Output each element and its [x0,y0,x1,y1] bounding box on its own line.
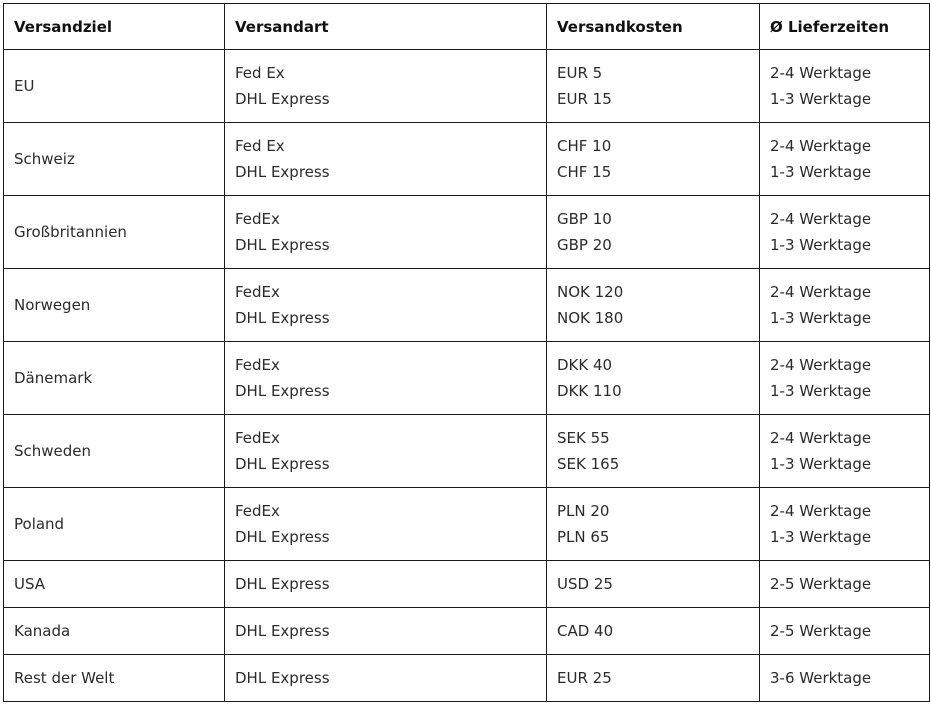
table-row [4,488,930,561]
cell-shipping-cost-line: EUR 5 [557,63,603,82]
table-row [4,123,930,196]
cell-delivery-time-lines [770,425,919,478]
cell-delivery-time-line: 1-3 Werktage [770,236,872,254]
cell-shipping-method-lines [235,665,536,692]
cell-shipping-cost-line: SEK 55 [557,428,610,447]
cell-shipping-cost-line: DKK 40 [557,355,613,374]
cell-delivery-time-lines [770,279,919,332]
cell-delivery-time-line: 2-4 Werktage [770,136,872,155]
cell-shipping-cost-line: PLN 65 [557,528,610,546]
cell-shipping-method-line: DHL Express [235,668,330,687]
cell-delivery-time [760,196,930,269]
table-row [4,415,930,488]
cell-shipping-method-line: FedEx [235,209,280,228]
cell-delivery-time [760,561,930,608]
cell-shipping-cost-lines [557,206,749,259]
cell-shipping-cost-line: GBP 20 [557,236,612,254]
cell-shipping-cost-line: GBP 10 [557,209,612,228]
cell-destination: Schweiz [4,123,225,196]
cell-shipping-method [225,123,547,196]
cell-shipping-method-line: FedEx [235,501,280,520]
cell-destination: Norwegen [4,269,225,342]
cell-delivery-time [760,655,930,702]
table-row [4,196,930,269]
header-shipping-method: Versandart [225,4,547,50]
cell-shipping-method-lines [235,279,536,332]
cell-shipping-method-line: DHL Express [235,528,330,546]
cell-shipping-method-line: DHL Express [235,574,330,593]
cell-shipping-cost [547,561,760,608]
table-row [4,269,930,342]
cell-shipping-method [225,488,547,561]
cell-delivery-time-line: 2-4 Werktage [770,428,872,447]
cell-delivery-time [760,50,930,123]
cell-shipping-cost-lines [557,498,749,551]
cell-delivery-time-line: 2-4 Werktage [770,282,872,301]
cell-delivery-time-lines [770,206,919,259]
cell-shipping-cost [547,342,760,415]
cell-delivery-time-line: 1-3 Werktage [770,309,872,327]
cell-shipping-method [225,342,547,415]
cell-delivery-time-lines [770,60,919,113]
cell-shipping-cost-line: CHF 10 [557,136,612,155]
cell-shipping-cost-line: EUR 15 [557,90,612,108]
cell-shipping-cost-lines [557,571,749,598]
cell-shipping-cost [547,415,760,488]
cell-delivery-time-line: 1-3 Werktage [770,90,872,108]
cell-shipping-method-line: FedEx [235,355,280,374]
cell-delivery-time-lines [770,618,919,645]
cell-delivery-time-line: 2-5 Werktage [770,621,872,640]
header-destination: Versandziel [4,4,225,50]
header-delivery-time: Ø Lieferzeiten [760,4,930,50]
cell-shipping-cost-lines [557,425,749,478]
cell-shipping-method [225,608,547,655]
cell-shipping-method-lines [235,425,536,478]
cell-shipping-cost-lines [557,60,749,113]
cell-shipping-method-line: DHL Express [235,236,330,254]
cell-shipping-method-line: FedEx [235,282,280,301]
table-row [4,608,930,655]
cell-shipping-cost [547,488,760,561]
cell-delivery-time-line: 2-4 Werktage [770,63,872,82]
cell-shipping-method-line: FedEx [235,428,280,447]
cell-delivery-time-line: 3-6 Werktage [770,668,872,687]
cell-delivery-time-lines [770,352,919,405]
table-body [4,50,930,702]
cell-shipping-method-lines [235,498,536,551]
table-row [4,50,930,123]
cell-shipping-method-line: Fed Ex [235,63,285,82]
header-row [4,4,930,50]
cell-delivery-time-lines [770,498,919,551]
cell-shipping-cost-lines [557,133,749,186]
header-shipping-cost: Versandkosten [547,4,760,50]
cell-delivery-time [760,488,930,561]
cell-delivery-time-line: 1-3 Werktage [770,528,872,546]
cell-shipping-method-line: DHL Express [235,621,330,640]
cell-shipping-cost-line: USD 25 [557,574,613,593]
cell-delivery-time-lines [770,571,919,598]
cell-destination: Schweden [4,415,225,488]
cell-shipping-cost [547,196,760,269]
cell-delivery-time [760,415,930,488]
cell-delivery-time-line: 1-3 Werktage [770,455,872,473]
cell-delivery-time-line: 1-3 Werktage [770,382,872,400]
cell-shipping-method-lines [235,133,536,186]
cell-shipping-cost-line: NOK 180 [557,309,624,327]
cell-shipping-method [225,196,547,269]
cell-delivery-time [760,342,930,415]
cell-shipping-cost-line: NOK 120 [557,282,624,301]
cell-shipping-cost [547,269,760,342]
cell-shipping-cost-lines [557,618,749,645]
cell-destination: Dänemark [4,342,225,415]
cell-shipping-cost-line: EUR 25 [557,668,612,687]
cell-destination: Rest der Welt [4,655,225,702]
table-row [4,655,930,702]
cell-destination: EU [4,50,225,123]
cell-shipping-method [225,415,547,488]
cell-delivery-time [760,269,930,342]
cell-delivery-time-line: 2-4 Werktage [770,501,872,520]
cell-shipping-method [225,561,547,608]
cell-shipping-cost [547,123,760,196]
cell-shipping-cost-lines [557,279,749,332]
cell-shipping-cost [547,50,760,123]
cell-shipping-cost-line: DKK 110 [557,382,622,400]
cell-shipping-method [225,655,547,702]
cell-shipping-cost-lines [557,665,749,692]
cell-shipping-cost-line: CAD 40 [557,621,614,640]
cell-shipping-method-lines [235,571,536,598]
cell-shipping-method [225,269,547,342]
shipping-table [3,3,930,702]
table-row [4,342,930,415]
cell-shipping-method-line: Fed Ex [235,136,285,155]
cell-shipping-method-lines [235,206,536,259]
table-row [4,561,930,608]
cell-shipping-cost [547,608,760,655]
cell-delivery-time-line: 1-3 Werktage [770,163,872,181]
cell-shipping-method-line: DHL Express [235,163,330,181]
cell-shipping-method-line: DHL Express [235,90,330,108]
cell-shipping-method-lines [235,352,536,405]
table-header [4,4,930,50]
cell-shipping-method-lines [235,618,536,645]
cell-shipping-method [225,50,547,123]
cell-shipping-method-line: DHL Express [235,455,330,473]
cell-delivery-time [760,608,930,655]
cell-delivery-time-line: 2-4 Werktage [770,355,872,374]
cell-delivery-time-lines [770,133,919,186]
cell-shipping-cost [547,655,760,702]
cell-shipping-cost-line: SEK 165 [557,455,620,473]
cell-delivery-time-line: 2-5 Werktage [770,574,872,593]
cell-destination: Poland [4,488,225,561]
cell-shipping-cost-lines [557,352,749,405]
cell-destination: Kanada [4,608,225,655]
cell-delivery-time-line: 2-4 Werktage [770,209,872,228]
cell-destination: Großbritannien [4,196,225,269]
cell-shipping-cost-line: PLN 20 [557,501,610,520]
cell-shipping-method-line: DHL Express [235,382,330,400]
cell-shipping-method-lines [235,60,536,113]
cell-shipping-method-line: DHL Express [235,309,330,327]
cell-delivery-time-lines [770,665,919,692]
cell-shipping-cost-line: CHF 15 [557,163,612,181]
cell-destination: USA [4,561,225,608]
cell-delivery-time [760,123,930,196]
